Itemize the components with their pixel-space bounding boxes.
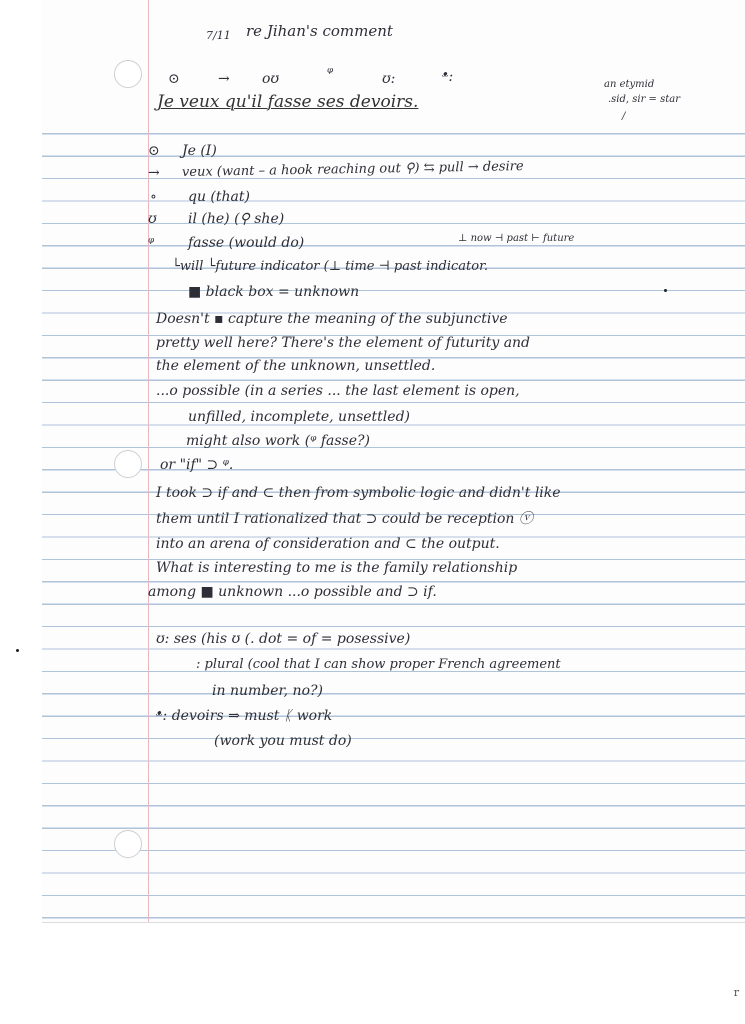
symbol-2: → xyxy=(218,71,230,87)
paragraph-line-7: or "if" ⊃ ᵠ. xyxy=(160,457,234,473)
paragraph-line-8: I took ⊃ if and ⊂ then from symbolic logic and didn't like xyxy=(156,485,561,501)
page-title: re Jihan's comment xyxy=(246,22,393,40)
margin-line xyxy=(148,0,149,922)
paragraph-line-1: Doesn't ▪ capture the meaning of the subjunctive xyxy=(156,311,508,327)
line-je: Je (I) xyxy=(182,143,217,159)
paragraph-line-3: the element of the unknown, unsettled. xyxy=(156,358,436,374)
date: 7/11 xyxy=(206,29,231,42)
line-veux: veux (want – a hook reaching out ⚲) ⇆ pull → desire xyxy=(181,159,524,180)
paragraph-line-9: them until I rationalized that ⊃ could be reception ⓥ xyxy=(156,511,533,527)
line-ses: ʊ: ses (his ʊ (. dot = of = posessive) xyxy=(156,631,411,647)
binder-hole-middle xyxy=(114,450,142,478)
line-will: └will └future indicator (⊥ time ⊣ past indicator. xyxy=(172,259,489,274)
symbol-4: ᵠ xyxy=(327,65,334,81)
stray-dot-right xyxy=(664,289,667,292)
line-fasse-tense-note: ⊥ now ⊣ past ⊢ future xyxy=(458,233,575,244)
symbol-veux: → xyxy=(148,165,160,181)
symbol-il: ʊ xyxy=(148,211,157,227)
paragraph-line-5: unfilled, incomplete, unsettled) xyxy=(188,409,410,425)
symbol-5: ʊ: xyxy=(382,71,396,87)
binder-hole-bottom xyxy=(114,830,142,858)
binder-hole-top xyxy=(114,60,142,88)
etymology-line-1: an etymid xyxy=(604,79,655,90)
line-fasse: fasse (would do) xyxy=(188,235,305,251)
paragraph-line-2: pretty well here? There's the element of futurity and xyxy=(156,335,531,351)
symbol-qu: ∘ xyxy=(150,189,157,205)
etymology-line-2: .sid, sir = star xyxy=(608,94,681,105)
notebook-page xyxy=(42,0,745,923)
symbol-fasse: ᵠ xyxy=(148,235,155,251)
symbol-6: ᵜ: xyxy=(442,69,454,85)
paragraph-line-12: among ■ unknown ...o possible and ⊃ if. xyxy=(148,584,437,600)
paragraph-line-4: ...o possible (in a series ... the last element is open, xyxy=(156,383,520,399)
symbol-1: ⊙ xyxy=(168,71,180,87)
symbol-je: ⊙ xyxy=(148,143,160,159)
line-devoirs-2: (work you must do) xyxy=(214,733,352,749)
french-sentence: Je veux qu'il fasse ses devoirs. xyxy=(157,92,419,112)
paragraph-line-10: into an arena of consideration and ⊂ the output. xyxy=(156,536,500,552)
edge-mark: r xyxy=(733,986,739,999)
line-plural-2: in number, no?) xyxy=(212,683,323,699)
line-black-box: ■ black box = unknown xyxy=(188,284,360,300)
paragraph-line-11: What is interesting to me is the family relationship xyxy=(156,560,518,576)
paragraph-line-6: might also work (ᵠ fasse?) xyxy=(186,433,370,449)
etymology-line-3: / xyxy=(622,111,626,122)
symbol-3: oʊ xyxy=(262,71,280,87)
line-plural: : plural (cool that I can show proper French agreement xyxy=(196,657,561,672)
line-qu: qu (that) xyxy=(188,189,250,205)
line-devoirs: ᵜ: devoirs ⇒ must ᛕ work xyxy=(156,708,333,724)
stray-dot-left xyxy=(16,649,19,652)
line-il: il (he) (⚲ she) xyxy=(188,211,285,227)
